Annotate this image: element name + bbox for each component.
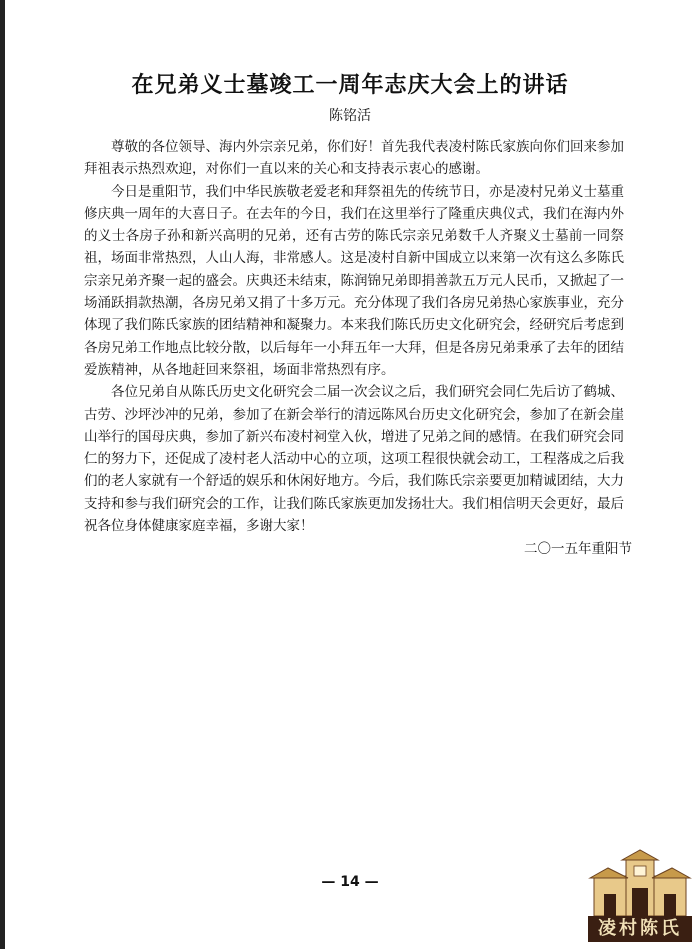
gate-building-icon	[588, 848, 692, 918]
article-author: 陈铭活	[329, 108, 371, 124]
article-date: 二〇一五年重阳节	[524, 541, 632, 557]
page-left-border	[0, 0, 5, 949]
logo-caption: 凌村陈氏	[588, 916, 692, 942]
village-gate-logo	[588, 848, 692, 943]
paragraph-greeting: 尊敬的各位领导、海内外宗亲兄弟，你们好！首先我代表凌村陈氏家族向你们回来参加拜祖表示热烈欢迎，对你们一直以来的关心和支持表示衷心的感谢。	[84, 139, 624, 178]
page-number: — 14 —	[321, 874, 379, 890]
article-body	[84, 136, 624, 537]
article-title: 在兄弟义士墓竣工一周年志庆大会上的讲话	[131, 72, 569, 98]
paragraph-activities: 各位兄弟自从陈氏历史文化研究会二届一次会议之后，我们研究会同仁先后访了鹤城、古劳、沙坪沙冲的兄弟，参加了在新会举行的清远陈风台历史文化研究会，参加了在新会崖山举行的国母庆典，参加了新兴布凌村祠堂入伙，增进了兄弟之间的感情。在我们研究会同仁的努力下，还促成了凌村老人活动中心的立项，这项工程很快就会动工，工程落成之后我们的老人家就有一个舒适的娱乐和休闲好地方。今后，我们陈氏宗亲要更加精诚团结，大力支持和参与我们研究会的工作，让我们陈氏家族更加发扬壮大。我们相信明天会更好，最后祝各位身体健康家庭幸福，多谢大家！	[84, 384, 624, 535]
paragraph-anniversary: 今日是重阳节，我们中华民族敬老爱老和拜祭祖先的传统节日，亦是凌村兄弟义士墓重修庆典一周年的大喜日子。在去年的今日，我们在这里举行了隆重庆典仪式，我们在海内外的义士各房子孙和新兴高明的兄弟，还有古劳的陈氏宗亲兄弟数千人齐聚义士墓前一同祭祖，场面非常热烈，人山人海，非常感人。这是凌村自新中国成立以来第一次有这么多陈氏宗亲兄弟齐聚一起的盛会。庆典还未结束，陈润锦兄弟即捐善款五万元人民币，又掀起了一场涌跃捐款热潮，各房兄弟又捐了十多万元。充分体现了我们各房兄弟热心家族事业，充分体现了我们陈氏家族的团结精神和凝聚力。本来我们陈氏历史文化研究会，经研究后考虑到各房兄弟工作地点比较分散，以后每年一小拜五年一大拜，但是各房兄弟秉承了去年的团结爱族精神，从各地赶回来祭祖，场面非常热烈有序。	[84, 183, 624, 378]
